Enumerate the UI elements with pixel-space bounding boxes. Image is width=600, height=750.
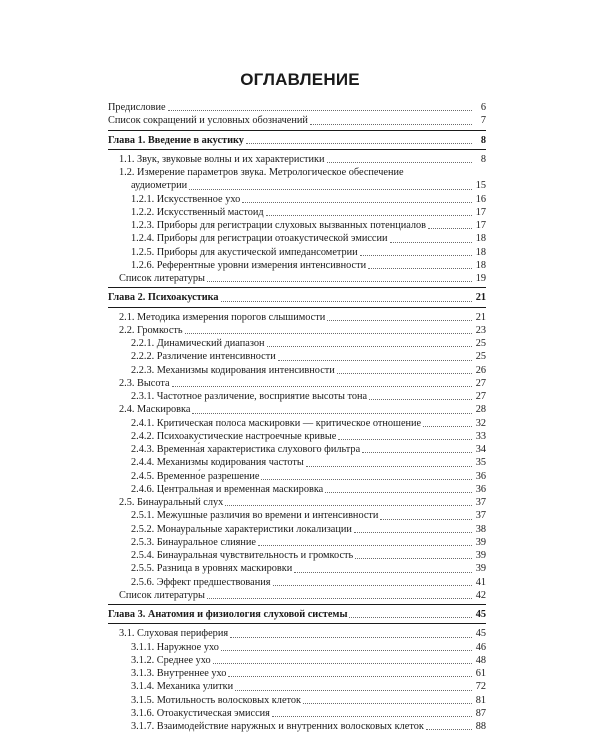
toc-entry[interactable] xyxy=(108,232,486,245)
toc-page-number: 18 xyxy=(475,259,486,271)
dot-leader xyxy=(235,690,472,691)
toc-entry[interactable] xyxy=(108,272,486,285)
toc-page-number: 32 xyxy=(475,417,486,429)
toc-page-number: 27 xyxy=(475,391,486,402)
toc-entry-title: Глава 1. Введение в акустику xyxy=(108,134,244,146)
dot-leader xyxy=(267,346,473,347)
toc-entry-title: Глава 2. Психоакустика xyxy=(108,292,219,304)
toc-page-number: 88 xyxy=(475,721,486,732)
dot-leader xyxy=(327,162,472,163)
toc-page-number: 81 xyxy=(475,694,486,706)
dot-leader xyxy=(310,124,472,125)
toc-entry[interactable] xyxy=(108,667,486,680)
dot-leader xyxy=(189,189,472,190)
toc-entry[interactable] xyxy=(108,641,486,654)
toc-page-number: 19 xyxy=(475,273,486,284)
toc-entry[interactable] xyxy=(108,101,486,114)
dot-leader xyxy=(272,716,472,717)
page-title: ОГЛАВЛЕНИЕ xyxy=(240,70,360,89)
toc-entry-title: 3.1.1. Наружное ухо xyxy=(131,641,219,653)
dot-leader xyxy=(355,558,472,559)
toc-page-number: 37 xyxy=(475,497,486,508)
toc-chapter-entry[interactable] xyxy=(108,134,486,147)
toc-page-number: 25 xyxy=(475,338,486,349)
toc-entry[interactable] xyxy=(108,536,486,549)
toc-page-number: 15 xyxy=(475,180,486,192)
toc-page-number: 46 xyxy=(475,641,486,653)
toc-entry[interactable] xyxy=(108,576,486,589)
toc-entry[interactable] xyxy=(108,114,486,127)
toc-page-number: 39 xyxy=(475,550,486,561)
dot-leader xyxy=(221,650,472,651)
toc-entry-title: 3.1.2. Среднее ухо xyxy=(131,654,211,666)
toc-entry-title: 1.2.2. Искусственный мастоид xyxy=(131,206,264,218)
toc-entry-title: Список литературы xyxy=(119,273,205,284)
toc-entry[interactable] xyxy=(108,364,486,377)
toc-page-number: 87 xyxy=(475,707,486,719)
dot-leader xyxy=(278,360,472,361)
toc-page-number: 33 xyxy=(475,430,486,442)
toc-entry-title: 2.2. Громкость xyxy=(119,324,183,336)
toc-entry-title: 2.4.2. Психоакустические настроечные кривые xyxy=(131,430,337,442)
toc-entry-title: 3.1.4. Механика улитки xyxy=(131,681,234,693)
toc-entry[interactable] xyxy=(108,509,486,522)
toc-page-number: 18 xyxy=(475,233,486,245)
toc-entry-title: 2.5.6. Эффект предшествования xyxy=(131,576,271,588)
toc-entry-title: 2.5.1. Межушные различия во времени и интенсивности xyxy=(131,510,379,522)
toc-entry-title: 1.1. Звук, звуковые волны и их характеристики xyxy=(119,153,325,165)
dot-leader xyxy=(349,617,472,618)
toc-page-number: 72 xyxy=(475,681,486,693)
toc-entry-title: 2.3.1. Частотное различение, восприятие высоты тона xyxy=(131,391,368,402)
dot-leader xyxy=(354,532,472,533)
toc-page-number: 17 xyxy=(475,206,486,218)
table-of-contents xyxy=(108,101,486,733)
dot-leader xyxy=(185,333,472,334)
toc-entry-title: Глава 3. Анатомия и физиология слуховой системы xyxy=(108,609,348,620)
toc-page-number: 34 xyxy=(475,444,486,455)
toc-entry-title: 3.1.6. Отоакустическая эмиссия xyxy=(131,707,270,719)
toc-entry-title: 1.2.3. Приборы для регистрации слуховых вызванных потенциалов xyxy=(131,220,427,231)
dot-leader xyxy=(172,386,472,387)
toc-entry[interactable] xyxy=(108,219,486,232)
toc-page-number: 35 xyxy=(475,457,486,469)
section-divider xyxy=(108,287,486,288)
toc-entry[interactable] xyxy=(108,403,486,416)
toc-entry[interactable] xyxy=(108,166,486,193)
toc-page-number: 8 xyxy=(480,134,486,146)
toc-entry[interactable] xyxy=(108,337,486,350)
dot-leader xyxy=(207,281,472,282)
toc-entry[interactable] xyxy=(108,707,486,720)
dot-leader xyxy=(213,663,472,664)
toc-page-number: 7 xyxy=(480,115,486,127)
toc-entry[interactable] xyxy=(108,680,486,693)
toc-entry-title: 1.2.5. Приборы для акустической импедансометрии xyxy=(131,246,358,258)
dot-leader xyxy=(242,202,472,203)
toc-entry-title: Список сокращений и условных обозначений xyxy=(108,115,308,127)
toc-entry[interactable] xyxy=(108,496,486,509)
toc-entry[interactable] xyxy=(108,206,486,219)
toc-entry[interactable] xyxy=(108,470,486,483)
toc-page-number: 39 xyxy=(475,563,486,575)
toc-page-number: 18 xyxy=(475,246,486,258)
dot-leader xyxy=(192,413,472,414)
toc-entry-title: 2.4.4. Механизмы кодирования частоты xyxy=(131,457,304,469)
toc-entry-title: 2.2.3. Механизмы кодирования интенсивности xyxy=(131,364,335,376)
dot-leader xyxy=(303,703,472,704)
toc-entry-title: 2.1. Методика измерения порогов слышимости xyxy=(119,311,326,323)
dot-leader xyxy=(327,320,472,321)
toc-entry-title: 2.4.6. Центральная и временная маскировка xyxy=(131,483,324,495)
toc-entry[interactable] xyxy=(108,694,486,707)
toc-entry-title: 2.5.4. Бинауральная чувствительность и громкость xyxy=(131,550,354,561)
toc-entry[interactable] xyxy=(108,311,486,324)
toc-page-number: 26 xyxy=(475,364,486,376)
toc-page-number: 45 xyxy=(475,609,486,620)
dot-leader xyxy=(168,110,472,111)
dot-leader xyxy=(360,255,472,256)
section-divider xyxy=(108,604,486,605)
toc-page-number: 16 xyxy=(475,193,486,205)
dot-leader xyxy=(266,215,472,216)
toc-page-number: 41 xyxy=(475,576,486,588)
toc-entry-title: Список литературы xyxy=(119,589,205,601)
dot-leader xyxy=(246,143,472,144)
toc-page-number: 45 xyxy=(475,628,486,640)
dot-leader xyxy=(337,373,472,374)
toc-entry-title: 2.5.5. Разница в уровнях маскировки xyxy=(131,563,293,575)
dot-leader xyxy=(338,439,472,440)
dot-leader xyxy=(230,637,472,638)
dot-leader xyxy=(294,572,472,573)
dot-leader xyxy=(380,519,472,520)
toc-entry-title: 2.4.3. Временна́я характеристика слухового фильтра xyxy=(131,444,361,455)
toc-page-number: 48 xyxy=(475,654,486,666)
toc-entry[interactable] xyxy=(108,350,486,363)
dot-leader xyxy=(368,268,472,269)
dot-leader xyxy=(261,479,472,480)
toc-entry-title: 1.2. Измерение параметров звука. Метрологическое обеспечение xyxy=(119,167,404,178)
toc-entry-title: 1.2.4. Приборы для регистрации отоакустической эмиссии xyxy=(131,233,388,245)
toc-entry-title: 2.5.3. Бинауральное слияние xyxy=(131,536,256,548)
dot-leader xyxy=(228,676,472,677)
toc-page-number: 61 xyxy=(475,668,486,679)
toc-entry[interactable] xyxy=(108,377,486,390)
dot-leader xyxy=(423,426,472,427)
toc-page-number: 21 xyxy=(475,311,486,323)
toc-entry-title: Предисловие xyxy=(108,102,166,113)
toc-entry[interactable] xyxy=(108,443,486,456)
toc-entry-title: 2.2.2. Различение интенсивности xyxy=(131,351,276,363)
toc-chapter-entry[interactable] xyxy=(108,608,486,621)
dot-leader xyxy=(273,585,473,586)
toc-entry[interactable] xyxy=(108,259,486,272)
toc-page-number: 36 xyxy=(475,470,486,482)
dot-leader xyxy=(221,301,472,302)
toc-entry[interactable] xyxy=(108,153,486,166)
toc-page-number: 37 xyxy=(475,510,486,522)
dot-leader xyxy=(207,598,472,599)
toc-entry-title: 3.1. Слуховая периферия xyxy=(119,628,229,640)
toc-entry-title: 3.1.5. Мотильность волосковых клеток xyxy=(131,694,302,706)
toc-page-number: 23 xyxy=(475,324,486,336)
toc-page-number: 21 xyxy=(475,292,486,304)
toc-entry-title-continued: аудиометрии xyxy=(131,180,188,192)
toc-entry[interactable] xyxy=(108,720,486,733)
dot-leader xyxy=(426,729,472,730)
toc-entry-title: 2.3. Высота xyxy=(119,377,170,389)
toc-entry[interactable] xyxy=(108,456,486,469)
toc-entry[interactable] xyxy=(108,627,486,640)
section-divider xyxy=(108,130,486,131)
toc-page-number: 38 xyxy=(475,523,486,535)
toc-entry[interactable] xyxy=(108,324,486,337)
dot-leader xyxy=(362,452,472,453)
toc-entry-title: 2.5. Бинауральный слух xyxy=(119,497,224,508)
dot-leader xyxy=(306,466,472,467)
toc-entry-title: 1.2.1. Искусственное ухо xyxy=(131,193,241,205)
dot-leader xyxy=(369,399,472,400)
toc-page-number: 6 xyxy=(480,102,486,113)
toc-page-number: 8 xyxy=(480,153,486,165)
dot-leader xyxy=(325,492,472,493)
toc-entry-title: 1.2.6. Референтные уровни измерения интенсивности xyxy=(131,259,367,271)
toc-entry[interactable] xyxy=(108,654,486,667)
toc-entry[interactable] xyxy=(108,246,486,259)
toc-page-number: 27 xyxy=(475,377,486,389)
toc-entry-title: 3.1.3. Внутреннее ухо xyxy=(131,668,227,679)
dot-leader xyxy=(428,228,472,229)
toc-entry[interactable] xyxy=(108,549,486,562)
dot-leader xyxy=(225,505,472,506)
toc-page-number: 39 xyxy=(475,536,486,548)
toc-page-number: 25 xyxy=(475,351,486,363)
toc-entry-title: 2.4.5. Временно́е разрешение xyxy=(131,470,260,482)
toc-chapter-entry[interactable] xyxy=(108,291,486,304)
toc-entry[interactable] xyxy=(108,562,486,575)
section-divider xyxy=(108,149,486,150)
toc-entry[interactable] xyxy=(108,193,486,206)
toc-entry-title: 2.4.1. Критическая полоса маскировки — критическое отношение xyxy=(131,417,422,429)
toc-entry[interactable] xyxy=(108,523,486,536)
toc-entry-title: 2.4. Маскировка xyxy=(119,404,191,416)
toc-entry-title: 3.1.7. Взаимодействие наружных и внутренних волосковых клеток xyxy=(131,721,424,732)
section-divider xyxy=(108,307,486,308)
toc-entry[interactable] xyxy=(108,390,486,403)
toc-entry[interactable] xyxy=(108,589,486,602)
toc-entry[interactable] xyxy=(108,483,486,496)
toc-entry-title: 2.5.2. Монауральные характеристики локализации xyxy=(131,523,352,535)
section-divider xyxy=(108,623,486,624)
dot-leader xyxy=(390,242,472,243)
toc-page-number: 17 xyxy=(475,220,486,231)
toc-page-number: 36 xyxy=(475,483,486,495)
toc-page-number: 28 xyxy=(475,404,486,416)
dot-leader xyxy=(258,545,472,546)
toc-entry[interactable] xyxy=(108,417,486,430)
toc-entry-title: 2.2.1. Динамический диапазон xyxy=(131,338,265,349)
toc-page-number: 42 xyxy=(475,589,486,601)
toc-entry[interactable] xyxy=(108,430,486,443)
